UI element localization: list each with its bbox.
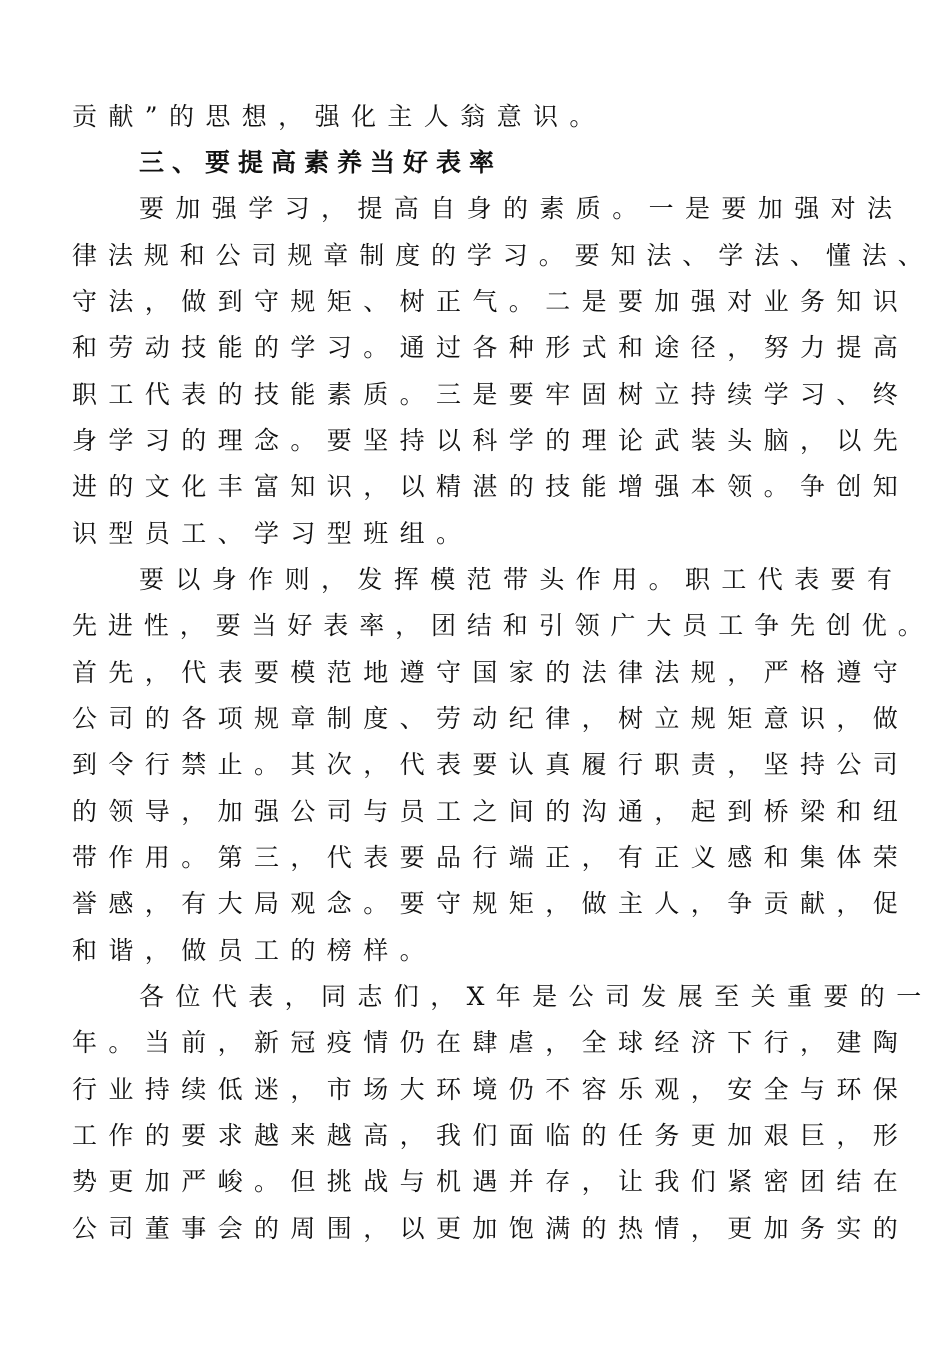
paragraph-line: 年。当前，新冠疫情仍在肆虐，全球经济下行，建陶 bbox=[72, 1028, 910, 1057]
paragraph-line: 职工代表的技能素质。三是要牢固树立持续学习、终 bbox=[72, 380, 910, 409]
paragraph-line: 誉感，有大局观念。要守规矩，做主人，争贡献，促 bbox=[72, 889, 910, 918]
paragraph-line: 的领导，加强公司与员工之间的沟通，起到桥梁和纽 bbox=[72, 797, 910, 826]
paragraph-line: 和劳动技能的学习。通过各种形式和途径，努力提高 bbox=[72, 333, 910, 362]
paragraph-line: 守法，做到守规矩、树正气。二是要加强对业务知识 bbox=[72, 287, 910, 316]
paragraph-line: 公司的各项规章制度、劳动纪律，树立规矩意识，做 bbox=[72, 704, 910, 733]
paragraph-line: 到令行禁止。其次，代表要认真履行职责，坚持公司 bbox=[72, 750, 910, 779]
paragraph-line: 要加强学习，提高自身的素质。一是要加强对法 bbox=[139, 194, 904, 223]
paragraph-line: 识型员工、学习型班组。 bbox=[72, 519, 473, 548]
paragraph-line: 带作用。第三，代表要品行端正，有正义感和集体荣 bbox=[72, 843, 910, 872]
paragraph-line: 进的文化丰富知识，以精湛的技能增强本领。争创知 bbox=[72, 472, 910, 501]
paragraph-line: 公司董事会的周围，以更加饱满的热情，更加务实的 bbox=[72, 1214, 910, 1243]
paragraph-line: 要以身作则，发挥模范带头作用。职工代表要有 bbox=[139, 565, 904, 594]
paragraph-line: 身学习的理念。要坚持以科学的理论武装头脑，以先 bbox=[72, 426, 910, 455]
paragraph-line: 和谐，做员工的榜样。 bbox=[72, 936, 437, 965]
paragraph-line: 首先，代表要模范地遵守国家的法律法规，严格遵守 bbox=[72, 658, 910, 687]
paragraph-line: 先进性，要当好表率，团结和引领广大员工争先创优。 bbox=[72, 611, 934, 640]
paragraph-line: 贡献”的思想，强化主人翁意识。 bbox=[72, 102, 606, 131]
paragraph-line: 势更加严峻。但挑战与机遇并存，让我们紧密团结在 bbox=[72, 1167, 910, 1196]
paragraph-line: 各位代表，同志们，X年是公司发展至关重要的一 bbox=[139, 982, 933, 1011]
paragraph-line: 工作的要求越来越高，我们面临的任务更加艰巨，形 bbox=[72, 1121, 910, 1150]
section-heading: 三、要提高素养当好表率 bbox=[139, 148, 503, 177]
paragraph-line: 律法规和公司规章制度的学习。要知法、学法、懂法、 bbox=[72, 241, 934, 270]
paragraph-line: 行业持续低迷，市场大环境仍不容乐观，安全与环保 bbox=[72, 1075, 910, 1104]
